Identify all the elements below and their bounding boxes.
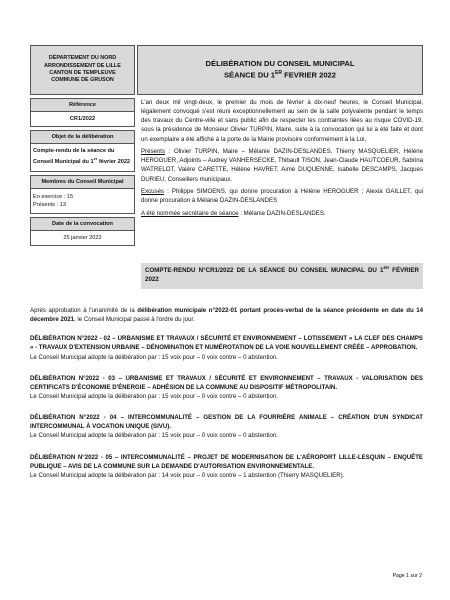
excuses-paragraph (141, 187, 423, 205)
deliberation-vote: Le Conseil Municipal adopte la délibération par : 14 voix pour – 0 voix contre – 1 abstention (Thierry MASQUELIER). (30, 471, 345, 479)
document-header (30, 45, 423, 95)
excuses-label: Excusés (141, 188, 165, 196)
deliberation-item (30, 334, 423, 361)
object-value-a: Compte-rendu de la séance du Conseil Municipal du 1 (33, 148, 115, 165)
canton-line: CANTON DE TEMPLEUVE (49, 70, 116, 76)
administrative-block (30, 45, 135, 95)
reference-value: CR1/2022 (69, 116, 96, 122)
deliberation-title: DÉLIBÉRATION N°2022 - 04 – INTERCOMMUNALITÉ – GESTION DE LA FOURRIÈRE ANIMALE – CRÉATION D'UN SYNDICAT INTERCOMMUNAL À VOCATION UNIQUE (SIVU). (30, 414, 423, 431)
deliberation-item (30, 453, 423, 480)
intro-paragraph: L'an deux mil vingt-deux, le premier du mois de février à dix-neuf heures, le Conseil Municipal, légalement convoqué s'est réuni exceptionnellement au sein de la salle polyvalente pendant le temps des travaux du Centre-ville et sans public afin de respecter les contraintes liées au risque COVID-19, sous la présidence de Monsieur Olivier TURPIN, Maire, suite à la convocation qui lui a été faite et dont un exemplaire a été affiché à la porte de la Mairie provisoire conformément à la Loi. (141, 99, 423, 143)
deliberation-title: DÉLIBÉRATION N°2022 - 05 – INTERCOMMUNALITÉ – PROJET DE MODERNISATION DE L'AÉROPORT LILLE-LESQUIN – ENQUÊTE PUBLIQUE – AVIS DE LA COMMUNE SUR LA DEMANDE D'AUTORISATION ENVIRONNEMENTALE. (30, 453, 423, 470)
approval-bold: délibération municipale n°2022-01 portant procès-verbal de la séance précédente en date du 14 décembre 2021 (30, 307, 423, 324)
object-label: Objet de la délibération (31, 131, 134, 144)
excuses-text: : Philippe SIMOENS, qui donne procuration à Hélène HEROGUER ; Alexia GAILLET, qui donne procuration à Mélanie DAZIN-DESLANDES (141, 188, 423, 205)
session-date-suffix: FEVRIER 2022 (281, 70, 337, 80)
convocation-box (30, 217, 135, 246)
document-body (30, 306, 423, 492)
presents-paragraph (141, 147, 423, 184)
object-value-sup: er (93, 155, 98, 161)
object-value-b: février 2022 (97, 158, 131, 165)
deliberation-title: DÉLIBÉRATION N°2022 - 02 – URBANISME ET TRAVAUX / SÉCURITÉ ET ENVIRONNEMENT – LOTISSEMENT « LA CLEF DES CHAMPS » - TRAVAUX D'EXTENSION URBAINE – DÉNOMINATION ET NUMÉROTATION DE LA VOIE NOUVELLEMENT CRÉÉE – APPROBATION. (30, 335, 423, 352)
convocation-label: Date de la convocation (31, 218, 134, 231)
presents-text: : Olivier TURPIN, Maire – Mélanie DAZIN-DESLANDES, Thierry MASQUELIER, Hélène HEROGUER, Adjoints – Audrey VANHERSECKE, Thibault TISON, Jean-Claude HAUTCOEUR, Sabrina WATRELOT, Valère CARETTE, Hélène HAVRET, Aimé DUQUENNE, Isabelle DESCAMPS, Jacques DURIEU, Conseillers municipaux. (141, 148, 423, 183)
presents-label: Présents (141, 148, 166, 156)
document-title-block (137, 45, 423, 95)
approval-text-b: , le Conseil Municipal passe à l'ordre du jour. (74, 316, 195, 324)
convocation-value: 25 janvier 2022 (63, 234, 102, 241)
reference-box (30, 98, 135, 127)
members-value (31, 189, 134, 213)
session-date (224, 70, 336, 81)
session-date-sup: ER (275, 69, 282, 76)
cr-heading-sup: ER (383, 265, 390, 270)
commune-line: COMMUNE DE GRUSON (51, 77, 114, 84)
arrondissement-line: ARRONDISSEMENT DE LILLE (44, 62, 121, 69)
deliberation-title: DÉLIBÉRATION N°2022 - 03 – URBANISME ET TRAVAUX / SÉCURITÉ ET ENVIRONNEMENT – TRAVAUX - VALORISATION DES CERTIFICATS D'ÉCONOMIE D'ÉNERGIE – ADHÉSION DE LA COMMUNE AU DISPOSITIF MÉTROPOLITAIN. (30, 374, 423, 391)
secretaire-label: A été nommée secrétaire de séance (141, 210, 239, 218)
object-box (30, 130, 135, 172)
secretaire-text: : Mélanie DAZIN-DESLANDES. (238, 210, 326, 218)
info-column (30, 98, 135, 246)
department-line: DÉPARTEMENT DU NORD (48, 55, 117, 62)
deliberation-item (30, 413, 423, 440)
session-date-prefix: SÉANCE DU 1 (223, 70, 276, 80)
page-number: Page 1 sur 2 (392, 573, 422, 579)
deliberation-item (30, 374, 423, 401)
document-title: DÉLIBÉRATION DU CONSEIL MUNICIPAL (205, 59, 355, 69)
approval-text-a: Après approbation à l'unanimité de la (30, 307, 138, 314)
members-presents: Présents : 13 (33, 201, 66, 208)
deliberation-vote: Le Conseil Municipal adopte la délibération par : 15 voix pour – 0 voix contre – 0 abstention. (30, 392, 278, 400)
deliberation-vote: Le Conseil Municipal adopte la délibération par : 15 voix pour – 0 voix contre – 0 abstention. (30, 353, 278, 361)
members-box (30, 175, 135, 214)
members-label: Membres du Conseil Municipal (31, 176, 134, 189)
members-exercice: En exercice : 15 (33, 193, 74, 200)
reference-label: Référence (31, 99, 134, 112)
cr-heading-b: FÉVRIER 2022 (145, 267, 419, 284)
secretaire-paragraph (141, 209, 423, 218)
compte-rendu-heading (141, 263, 423, 289)
intro-section (141, 98, 423, 222)
object-value (31, 144, 134, 171)
approval-paragraph (30, 306, 423, 324)
cr-heading-a: COMPTE-RENDU N°CR1/2022 DE LA SÉANCE DU CONSEIL MUNICIPAL DU 1 (145, 267, 384, 275)
deliberation-vote: Le Conseil Municipal adopte la délibération par : 15 voix pour – 0 voix contre – 0 abstention. (30, 432, 278, 440)
